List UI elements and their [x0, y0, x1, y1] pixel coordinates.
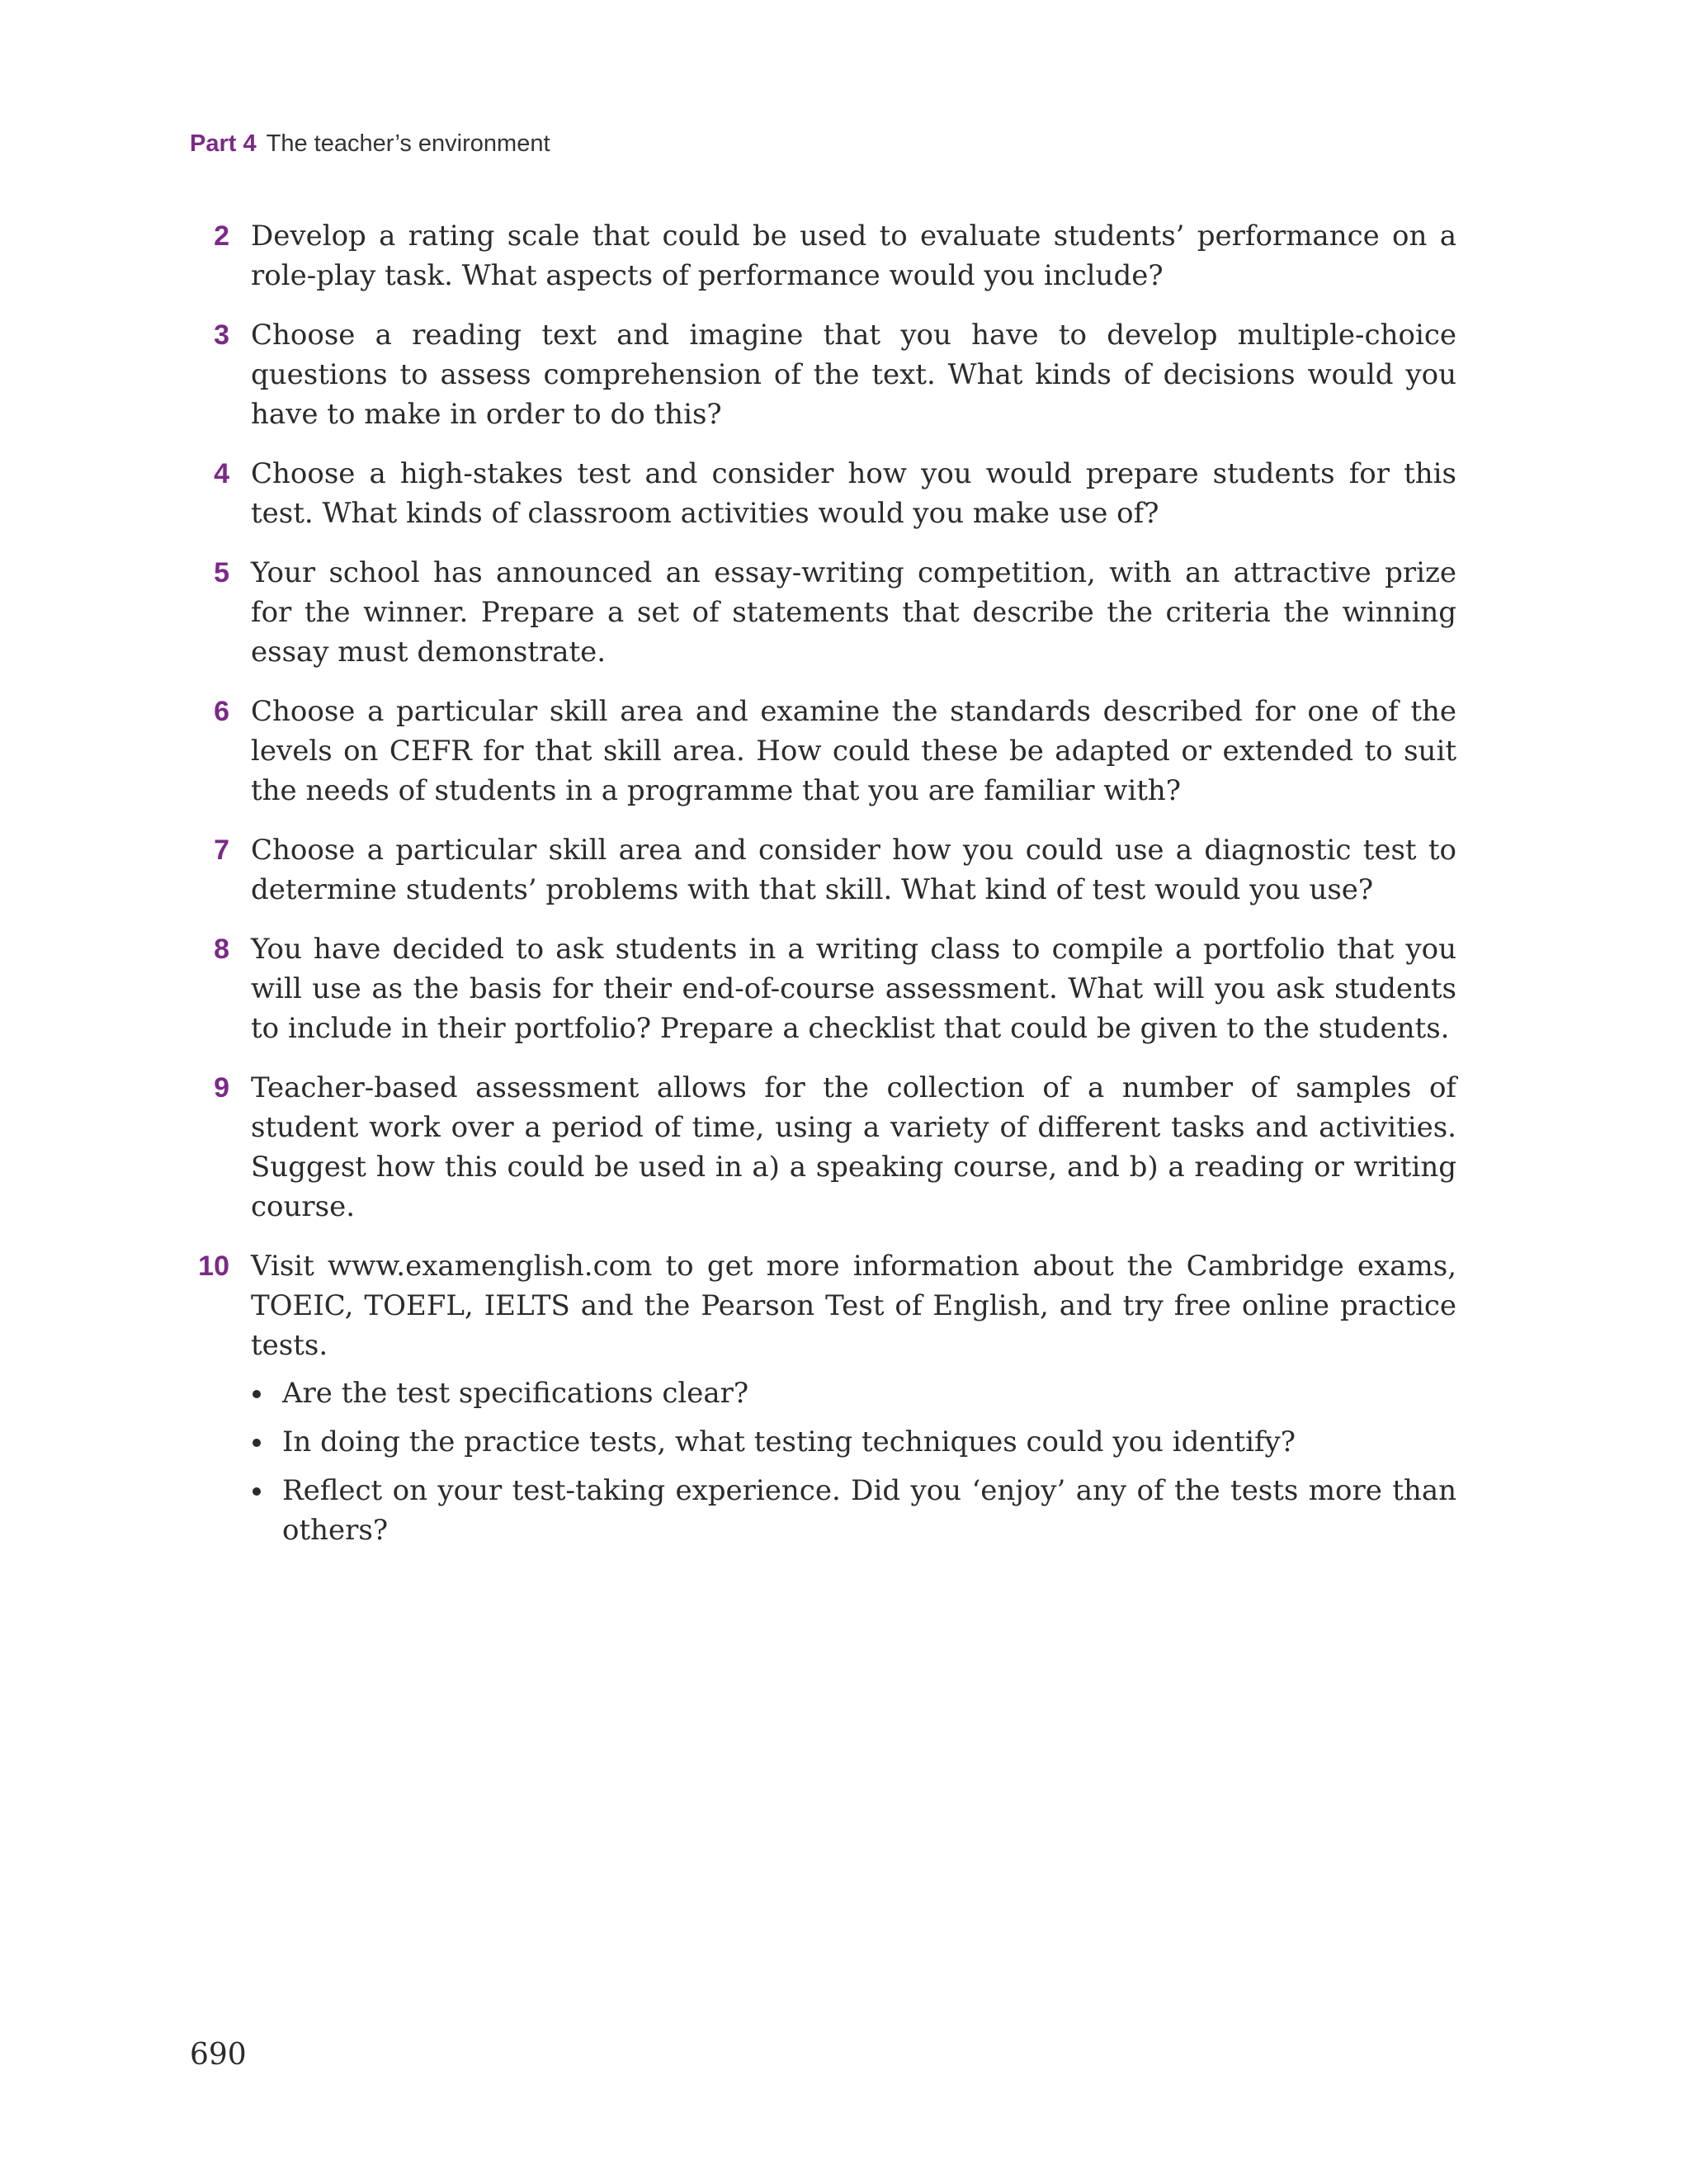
bullet-item — [251, 1422, 1456, 1462]
item-text: Visit www.examenglish.com to get more information about the Cambridge exams, TOEIC, TOEFL, IELTS and the Pearson Test of English, and try free online practice tests. — [251, 1250, 1456, 1362]
item-text: Teacher-based assessment allows for the collection of a number of samples of student work over a period of time, using a variety of different tasks and activities. Suggest how this could be used in a) a speaking course, and b) a reading or writing course. — [251, 1071, 1456, 1223]
list-item — [190, 315, 1456, 434]
section-title: The teacher’s environment — [266, 130, 550, 157]
item-text: Choose a particular skill area and examine the standards described for one of the levels on CEFR for that skill area. How could these be adapted or extended to suit the needs of students in a programme that you are familiar with? — [251, 695, 1456, 807]
bullet-icon — [253, 1487, 261, 1496]
item-number: 9 — [214, 1072, 229, 1104]
item-text: Choose a reading text and imagine that you have to develop multiple-choice questions to assess comprehension of the text. What kinds of decisions would you have to make in order to do this? — [251, 319, 1456, 431]
list-item — [190, 216, 1456, 295]
item-number: 3 — [214, 319, 229, 351]
list-item — [190, 1068, 1456, 1227]
item-number: 4 — [214, 458, 229, 489]
list-item — [190, 929, 1456, 1048]
item-text: You have decided to ask students in a writing class to compile a portfolio that you will use as the basis for their end-of-course assessment. What will you ask students to include in their portfolio? Prepare a checklist that could be given to the students. — [251, 933, 1456, 1045]
item-number: 10 — [198, 1250, 229, 1282]
item-number: 7 — [214, 834, 229, 866]
bullet-item — [251, 1471, 1456, 1550]
list-item — [190, 454, 1456, 533]
item-text: Develop a rating scale that could be used to evaluate students’ performance on a role-play task. What aspects of performance would you include? — [251, 220, 1456, 292]
bullet-text: Reflect on your test-taking experience. Did you ‘enjoy’ any of the tests more than others? — [282, 1474, 1456, 1547]
page-number: 690 — [190, 2038, 247, 2072]
bullet-icon — [253, 1439, 261, 1447]
item-text: Choose a high-stakes test and consider how you would prepare students for this test. What kinds of classroom activities would you make use of? — [251, 457, 1456, 530]
question-list — [190, 216, 1456, 1570]
bullet-item — [251, 1373, 1456, 1413]
item-number: 6 — [214, 696, 229, 727]
item-number: 2 — [214, 220, 229, 252]
bullet-text: Are the test specifications clear? — [282, 1377, 749, 1410]
bullet-icon — [253, 1390, 261, 1398]
item-number: 8 — [214, 934, 229, 965]
list-item — [190, 830, 1456, 910]
list-item — [190, 1246, 1456, 1550]
list-item — [190, 692, 1456, 811]
item-number: 5 — [214, 557, 229, 589]
running-head — [190, 129, 550, 158]
item-text: Choose a particular skill area and consider how you could use a diagnostic test to determine students’ problems with that skill. What kind of test would you use? — [251, 834, 1456, 906]
part-label: Part 4 — [190, 130, 257, 157]
item-text: Your school has announced an essay-writing competition, with an attractive prize for the winner. Prepare a set of statements that describe the criteria the winning essay must demonstrate. — [251, 556, 1456, 669]
list-item — [190, 553, 1456, 672]
bullet-text: In doing the practice tests, what testing techniques could you identify? — [282, 1425, 1296, 1458]
bullet-list — [251, 1373, 1456, 1550]
